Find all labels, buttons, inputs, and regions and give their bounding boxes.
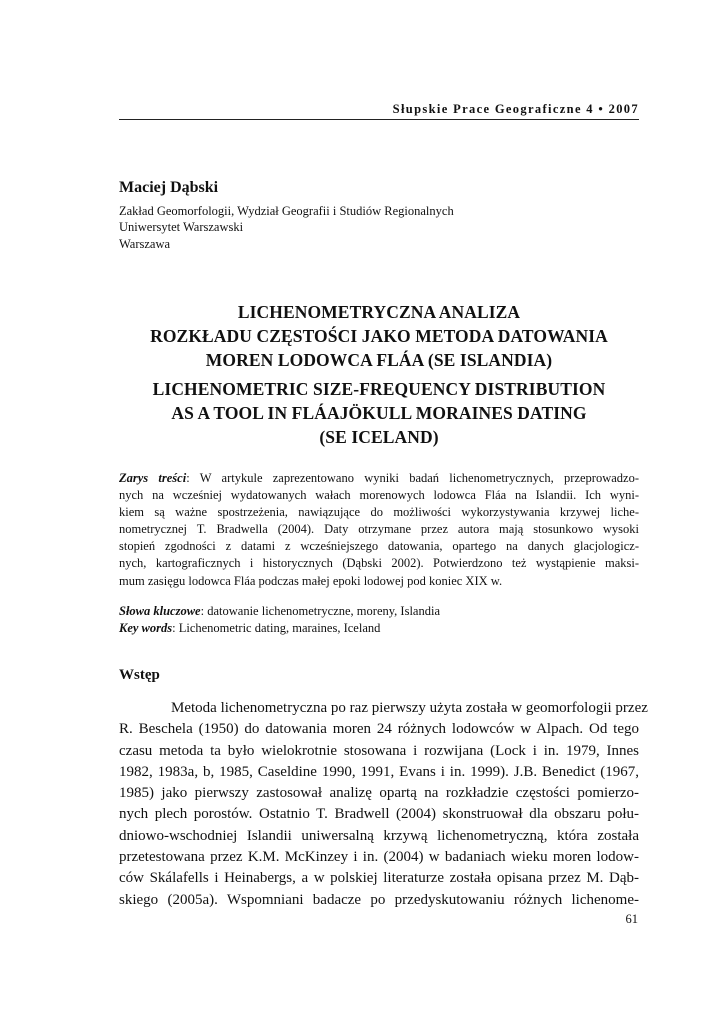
title-english-line: (SE ICELAND): [319, 427, 439, 447]
abstract-line: kiem są ważne spostrzeżenia, nawiązujące do możliwości wykorzystywania krzywej liche-: [119, 505, 639, 520]
title-polish-line: MOREN LODOWCA FLÁA (SE ISLANDIA): [205, 350, 553, 370]
abstract-text: : W artykule zaprezentowano wyniki badań lichenometrycznych, przeprowadzo-: [186, 471, 639, 485]
header-rule: [119, 119, 639, 120]
body-line: 1985) jako pierwszy zastosował analizę opartą na rozkładzie częstości pomierzo-: [119, 785, 639, 802]
body-line: skiego (2005a). Wspomniani badacze po przedyskutowaniu różnych lichenome-: [119, 891, 639, 908]
body-line: ców Skálafells i Heinabergs, a w polskiej literaturze została opisana przez M. Dąb-: [119, 870, 639, 887]
title-polish-line: ROZKŁADU CZĘSTOŚCI JAKO METODA DATOWANIA: [150, 326, 608, 346]
keywords-polish-label: Słowa kluczowe: [119, 604, 201, 618]
abstract-line: nych na wcześniej wydatowanych wałach morenowych lodowca Fláa na Islandii. Ich wyni-: [119, 488, 639, 503]
title-english-line: LICHENOMETRIC SIZE-FREQUENCY DISTRIBUTION: [152, 379, 606, 399]
page-number: 61: [625, 912, 638, 926]
affiliation-city: Warszawa: [119, 237, 171, 251]
title-english-line: AS A TOOL IN FLÁAJÖKULL MORAINES DATING: [171, 403, 587, 423]
body-line: czasu metoda ta było wielokrotnie stosowana i rozwijana (Lock i in. 1979, Innes: [119, 742, 639, 759]
abstract-label: Zarys treści: [119, 471, 187, 485]
keywords-english-label: Key words: [119, 621, 173, 635]
abstract-line: nometrycznej T. Bradwella (2004). Daty otrzymane przez autora mają stosunkowo wysoki: [119, 522, 639, 537]
keywords-polish-value: : datowanie lichenometryczne, moreny, Islandia: [200, 604, 440, 618]
body-line: 1982, 1983a, b, 1985, Caseldine 1990, 1991, Evans i in. 1999). J.B. Benedict (1967,: [119, 763, 639, 780]
author-name: Maciej Dąbski: [119, 179, 219, 196]
body-line: nych plech porostów. Ostatnio T. Bradwell (2004) skonstruował dla obszaru połu-: [119, 806, 639, 823]
section-body: [119, 698, 648, 911]
abstract: [119, 470, 639, 590]
keywords-english: [119, 620, 380, 637]
affiliation-university: Uniwersytet Warszawski: [119, 220, 244, 234]
affiliation-department: Zakład Geomorfologii, Wydział Geografii i Studiów Regionalnych: [119, 204, 454, 218]
body-line: Metoda lichenometryczna po raz pierwszy użyta została w geomorfologii przez: [171, 700, 648, 716]
title-english: [119, 377, 639, 449]
abstract-line: nych, kartograficznych i historycznych (Dąbski 2002). Potwierdzono też wystąpienie maksi-: [119, 556, 639, 571]
keywords-polish: [119, 603, 440, 620]
body-line: dniowo-wschodniej Islandii uniwersalną krzywą lichenometryczną, która została: [119, 827, 639, 844]
body-line: R. Beschela (1950) do datowania moren 24 różnych lodowców w Alpach. Od tego: [119, 721, 639, 738]
section-heading: Wstęp: [119, 667, 160, 683]
abstract-line: [119, 470, 639, 487]
keywords-english-value: : Lichenometric dating, maraines, Iceland: [172, 621, 381, 635]
running-header: Słupskie Prace Geograficzne 4 • 2007: [392, 102, 639, 116]
abstract-line: mum zasięgu lodowca Fláa podczas małej epoki lodowej pod koniec XIX w.: [119, 573, 503, 588]
title-polish: [119, 300, 639, 372]
abstract-line: stopień zgodności z datami z wcześniejszego datowania, opartego na danych glacjologicz-: [119, 539, 639, 554]
title-polish-line: LICHENOMETRYCZNA ANALIZA: [237, 302, 521, 322]
body-line: przetestowana przez K.M. McKinzey i in. (2004) w badaniach wieku moren lodow-: [119, 849, 639, 866]
